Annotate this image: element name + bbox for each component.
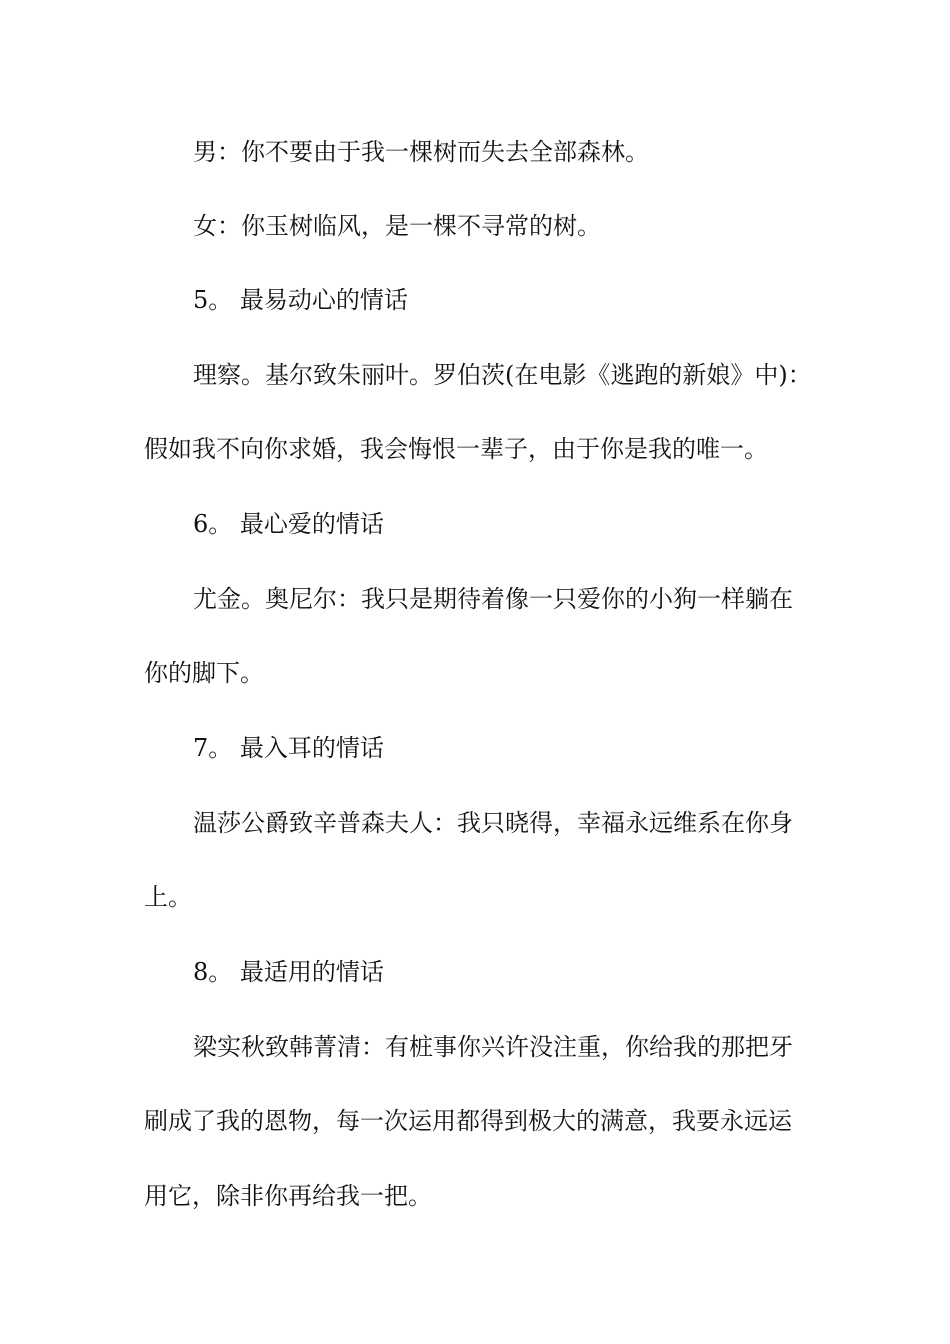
paragraph-6-line-1: 尤金。奥尼尔：我只是期待着像一只爱你的小狗一样躺在 <box>193 585 793 613</box>
dialogue-line-female: 女：你玉树临风，是一棵不寻常的树。 <box>193 212 601 240</box>
paragraph-5-line-1: 理察。基尔致朱丽叶。罗伯茨(在电影《逃跑的新娘》中)： <box>193 361 812 389</box>
section-heading-5: 5。 最易动心的情话 <box>193 286 408 314</box>
paragraph-8-line-3: 用它，除非你再给我一把。 <box>144 1182 432 1210</box>
section-heading-7: 7。 最入耳的情话 <box>193 734 384 762</box>
section-heading-8: 8。 最适用的情话 <box>193 958 384 986</box>
paragraph-5-line-2: 假如我不向你求婚，我会悔恨一辈子，由于你是我的唯一。 <box>144 435 768 463</box>
paragraph-8-line-1: 梁实秋致韩菁清：有桩事你兴许没注重，你给我的那把牙 <box>193 1033 793 1061</box>
paragraph-7-line-2: 上。 <box>144 883 192 911</box>
paragraph-7-line-1: 温莎公爵致辛普森夫人：我只晓得，幸福永远维系在你身 <box>193 809 793 837</box>
dialogue-line-male: 男：你不要由于我一棵树而失去全部森林。 <box>193 138 649 166</box>
paragraph-8-line-2: 刷成了我的恩物，每一次运用都得到极大的满意，我要永远运 <box>144 1107 792 1135</box>
section-heading-6: 6。 最心爱的情话 <box>193 510 384 538</box>
paragraph-6-line-2: 你的脚下。 <box>144 659 264 687</box>
